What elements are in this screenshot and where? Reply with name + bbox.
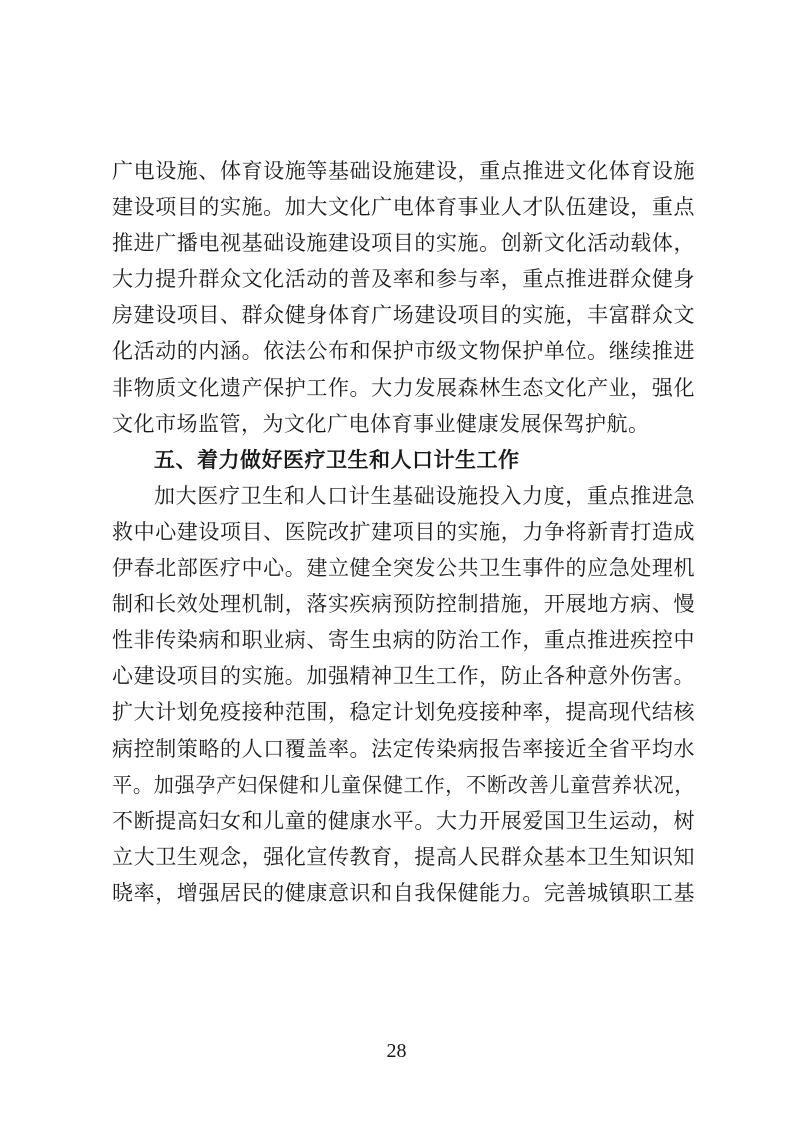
- text-line: 大力提升群众文化活动的普及率和参与率，重点推进群众健身: [112, 267, 695, 292]
- page-number: 28: [386, 1040, 407, 1062]
- text-line: 推进广播电视基础设施建设项目的实施。创新文化活动载体，: [112, 231, 695, 256]
- text-line: 平。加强孕产妇保健和儿童保健工作，不断改善儿童营养状况，: [112, 772, 695, 797]
- text-line: 建设项目的实施。加大文化广电体育事业人才队伍建设，重点: [112, 195, 695, 220]
- paragraph-cultural-facilities: [112, 153, 695, 442]
- text-line: 化活动的内涵。依法公布和保护市级文物保护单位。继续推进: [112, 339, 695, 364]
- text-line: 文化市场监管，为文化广电体育事业健康发展保驾护航。: [112, 411, 650, 436]
- document-body: [112, 153, 695, 911]
- text-line: 房建设项目、群众健身体育广场建设项目的实施，丰富群众文: [112, 303, 695, 328]
- text-line: 非物质文化遗产保护工作。大力发展森林生态文化产业，强化: [112, 375, 695, 400]
- text-line: 制和长效处理机制，落实疾病预防控制措施，开展地方病、慢: [112, 592, 695, 617]
- text-line: 立大卫生观念，强化宣传教育，提高人民群众基本卫生知识知: [112, 844, 695, 869]
- text-line: 救中心建设项目、医院改扩建项目的实施，力争将新青打造成: [112, 519, 695, 544]
- text-line: 性非传染病和职业病、寄生虫病的防治工作，重点推进疾控中: [112, 628, 695, 653]
- text-line: 加大医疗卫生和人口计生基础设施投入力度，重点推进急: [154, 483, 695, 508]
- text-line: 心建设项目的实施。加强精神卫生工作，防止各种意外伤害。: [112, 664, 695, 689]
- text-line: 扩大计划免疫接种范围，稳定计划免疫接种率，提高现代结核: [112, 700, 695, 725]
- paragraph-medical-health: [112, 478, 695, 911]
- text-line: 广电设施、体育设施等基础设施建设，重点推进文化体育设施: [112, 159, 695, 183]
- text-line: 不断提高妇女和儿童的健康水平。大力开展爱国卫生运动，树: [112, 808, 695, 833]
- section-heading: 五、着力做好医疗卫生和人口计生工作: [154, 447, 520, 472]
- text-line: 晓率，增强居民的健康意识和自我保健能力。完善城镇职工基: [112, 880, 695, 905]
- text-line: 伊春北部医疗中心。建立健全突发公共卫生事件的应急处理机: [112, 556, 695, 581]
- text-line: 病控制策略的人口覆盖率。法定传染病报告率接近全省平均水: [112, 736, 695, 761]
